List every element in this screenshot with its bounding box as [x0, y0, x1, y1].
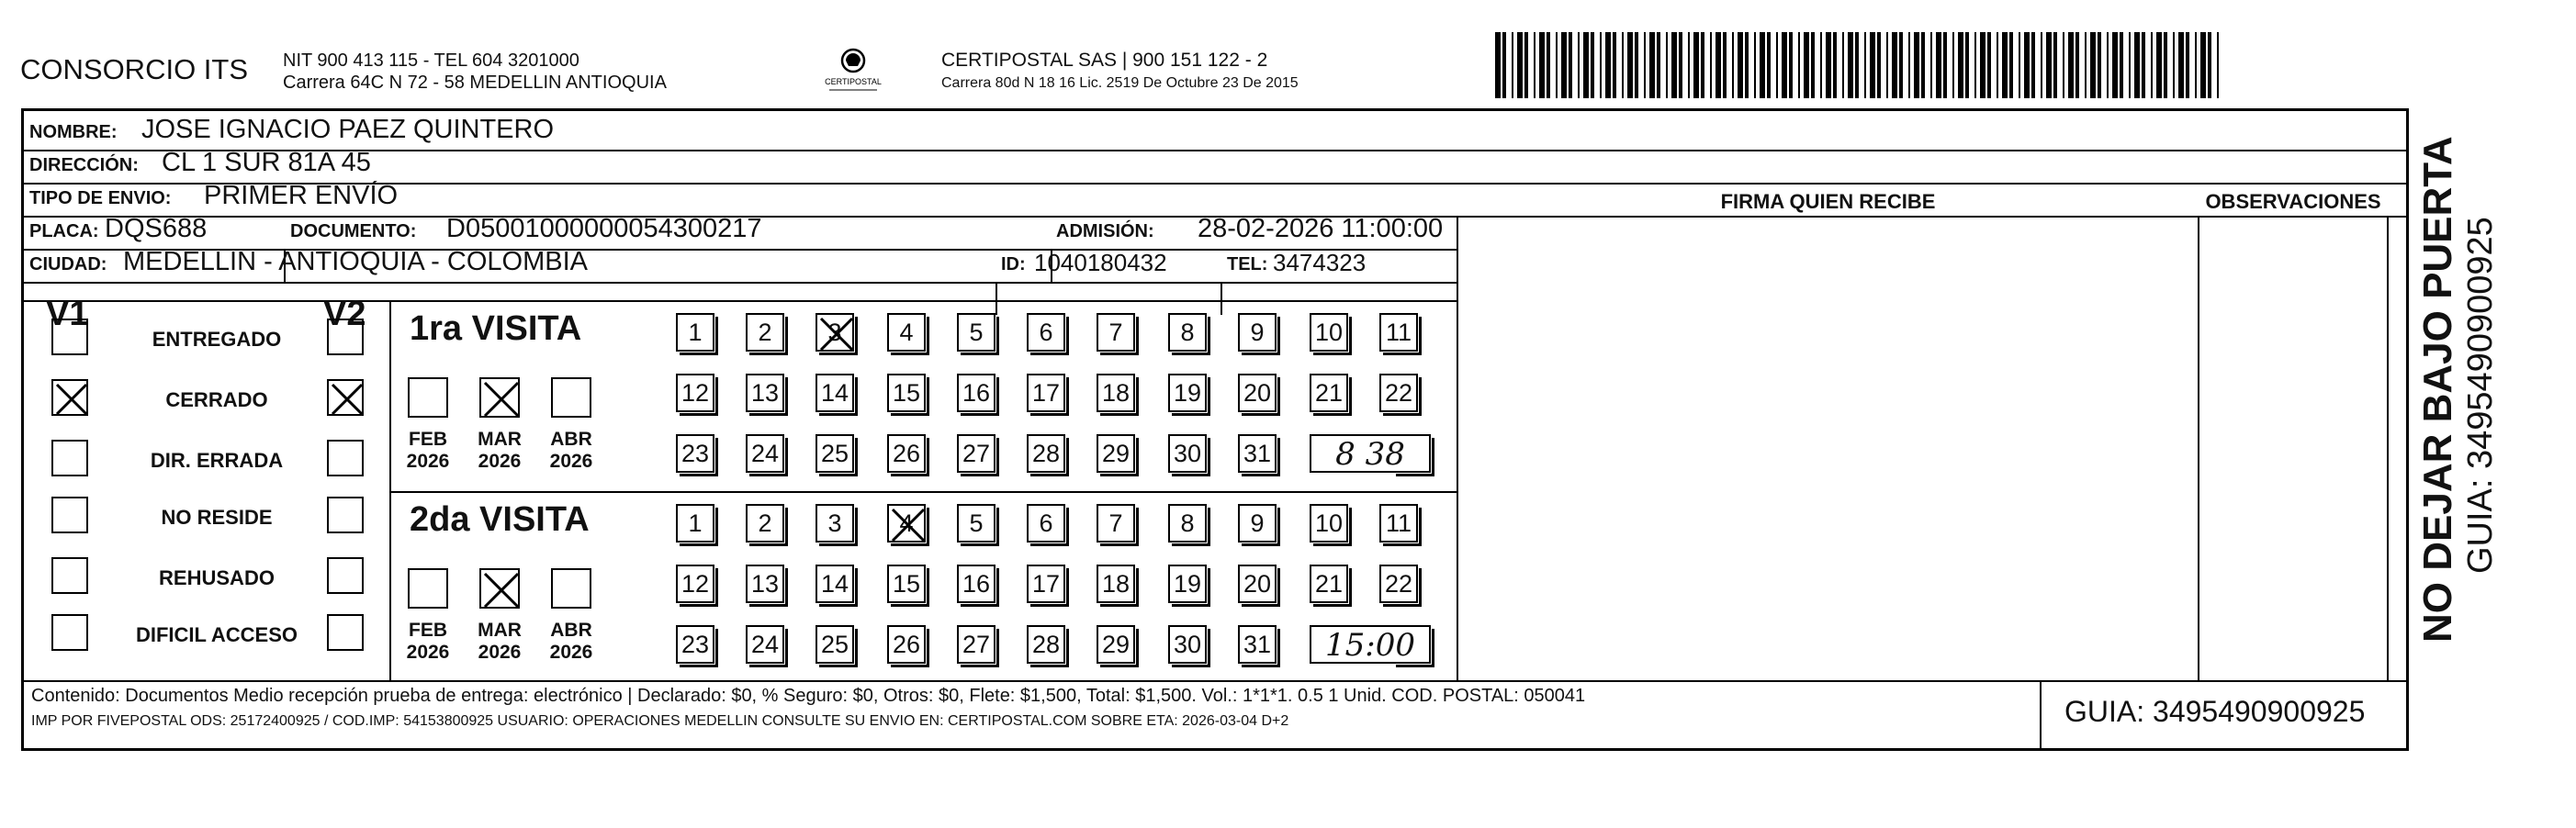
v1-header: V1: [46, 295, 89, 333]
month-label: [402, 620, 454, 664]
ciudad-label: CIUDAD:: [29, 254, 107, 274]
day-box[interactable]: 3: [816, 504, 854, 543]
day-box[interactable]: 12: [676, 565, 714, 603]
day-box[interactable]: 2: [746, 504, 784, 543]
day-box[interactable]: 28: [1027, 434, 1065, 473]
day-box[interactable]: 11: [1379, 504, 1418, 543]
status-label: DIFICIL ACCESO: [135, 623, 298, 646]
month-name: ABR: [550, 620, 592, 641]
company-info: [283, 50, 667, 94]
month-year: 2026: [406, 642, 450, 663]
v2-checkbox[interactable]: [327, 557, 364, 594]
v2-checkbox[interactable]: [327, 497, 364, 533]
v2-checkbox[interactable]: [327, 614, 364, 651]
month-year: 2026: [406, 451, 450, 472]
day-box[interactable]: 25: [816, 625, 854, 664]
month-checkbox[interactable]: [551, 377, 591, 418]
day-box[interactable]: 26: [887, 434, 926, 473]
day-box[interactable]: 14: [816, 374, 854, 412]
day-box[interactable]: 22: [1379, 565, 1418, 603]
month-name: MAR: [478, 620, 522, 641]
day-box[interactable]: 13: [746, 565, 784, 603]
check-mark-icon: [889, 506, 928, 544]
day-box[interactable]: 19: [1168, 374, 1207, 412]
month-label: [474, 620, 525, 664]
side-warning: NO DEJAR BAJO PUERTA: [2415, 136, 2460, 643]
footer-print-info: IMP POR FIVEPOSTAL ODS: 25172400925 / COD.IMP: 54153800925 USUARIO: OPERACIONES MEDELLIN CONSULTE SU ENVIO EN: CERTIPOSTAL.COM SOBRE ETA: 2026-03-04 D+2: [31, 713, 1289, 729]
day-box[interactable]: 8: [1168, 313, 1207, 352]
day-box[interactable]: 23: [676, 434, 714, 473]
day-box[interactable]: 15: [887, 374, 926, 412]
id-value: 1040180432: [1034, 249, 1167, 276]
status-label: ENTREGADO: [152, 328, 282, 351]
status-label: CERRADO: [165, 388, 268, 411]
month-year: 2026: [478, 451, 522, 472]
v1-checkbox[interactable]: [51, 497, 88, 533]
nombre-label: NOMBRE:: [29, 122, 118, 142]
logo-text: CERTIPOSTAL: [825, 77, 882, 86]
day-box[interactable]: 29: [1097, 434, 1135, 473]
month-name: ABR: [550, 429, 592, 450]
tel-value: 3474323: [1273, 249, 1367, 276]
day-box[interactable]: 6: [1027, 504, 1065, 543]
id-label: ID:: [1001, 254, 1026, 274]
visit-title: 2da VISITA: [410, 500, 590, 539]
day-box[interactable]: 18: [1097, 374, 1135, 412]
company-address: Carrera 64C N 72 - 58 MEDELLIN ANTIOQUIA: [283, 73, 667, 93]
v2-checkbox[interactable]: [327, 440, 364, 476]
carrier-address: Carrera 80d N 18 16 Lic. 2519 De Octubre 23 De 2015: [941, 75, 1299, 91]
day-box[interactable]: 28: [1027, 625, 1065, 664]
month-year: 2026: [478, 642, 522, 663]
handwritten-time-text: 8 38: [1335, 436, 1405, 473]
day-box[interactable]: 30: [1168, 434, 1207, 473]
day-box[interactable]: 27: [957, 434, 996, 473]
barcode: [1495, 32, 2222, 98]
handwritten-time: [1310, 625, 1431, 664]
month-year: 2026: [549, 642, 593, 663]
footer-contents: Contenido: Documentos Medio recepción prueba de entrega: electrónico | Declarado: $0, % Seguro: $0, Otros: $0, Flete: $1,500, Total: $1,500. Vol.: 1*1*1. 0.5 1 Unid. COD. POSTAL: 050041: [31, 686, 1586, 706]
v1-checkbox[interactable]: [51, 440, 88, 476]
day-box[interactable]: 6: [1027, 313, 1065, 352]
firma-header: FIRMA QUIEN RECIBE: [1720, 190, 1936, 213]
carrier-line: CERTIPOSTAL SAS | 900 151 122 - 2: [941, 50, 1268, 71]
day-box[interactable]: 22: [1379, 374, 1418, 412]
day-box[interactable]: 5: [957, 313, 996, 352]
day-box[interactable]: 20: [1238, 374, 1277, 412]
check-mark-icon: [53, 381, 90, 418]
nombre-value: JOSE IGNACIO PAEZ QUINTERO: [141, 115, 555, 144]
day-box[interactable]: 10: [1310, 313, 1348, 352]
day-box[interactable]: 3: [816, 313, 854, 352]
day-box[interactable]: 20: [1238, 565, 1277, 603]
documento-value: D05001000000054300217: [446, 214, 762, 243]
month-checkbox[interactable]: [479, 377, 520, 418]
month-name: FEB: [409, 620, 447, 641]
day-box[interactable]: 31: [1238, 625, 1277, 664]
day-box[interactable]: 4: [887, 313, 926, 352]
tipo-envio-label: TIPO DE ENVIO:: [29, 188, 172, 208]
day-box[interactable]: 26: [887, 625, 926, 664]
observaciones-header: OBSERVACIONES: [2205, 190, 2381, 213]
day-box[interactable]: 15: [887, 565, 926, 603]
admision-label: ADMISIÓN:: [1056, 221, 1154, 241]
month-year: 2026: [549, 451, 593, 472]
day-box[interactable]: 23: [676, 625, 714, 664]
v1-checkbox[interactable]: [51, 614, 88, 651]
day-box[interactable]: 2: [746, 313, 784, 352]
placa-label: PLACA:: [29, 221, 99, 241]
day-box[interactable]: 21: [1310, 374, 1348, 412]
v1-checkbox[interactable]: [51, 379, 88, 416]
handwritten-time-text: 15:00: [1325, 627, 1415, 664]
day-box[interactable]: 16: [957, 374, 996, 412]
day-box[interactable]: 10: [1310, 504, 1348, 543]
day-box[interactable]: 5: [957, 504, 996, 543]
day-box[interactable]: 4: [887, 504, 926, 543]
direccion-value: CL 1 SUR 81A 45: [162, 148, 371, 177]
month-label: [474, 429, 525, 473]
tipo-envio-value: PRIMER ENVÍO: [204, 181, 399, 210]
company-name: CONSORCIO ITS: [20, 53, 249, 85]
carrier-logo: [824, 42, 883, 101]
check-mark-icon: [817, 315, 856, 353]
month-name: MAR: [478, 429, 522, 450]
month-checkbox[interactable]: [551, 568, 591, 609]
nit-line: NIT 900 413 115 - TEL 604 3201000: [283, 50, 579, 71]
day-box[interactable]: 8: [1168, 504, 1207, 543]
day-box[interactable]: 24: [746, 434, 784, 473]
day-box[interactable]: 19: [1168, 565, 1207, 603]
day-box[interactable]: 13: [746, 374, 784, 412]
direccion-label: DIRECCIÓN:: [29, 155, 139, 175]
day-box[interactable]: 27: [957, 625, 996, 664]
day-box[interactable]: 21: [1310, 565, 1348, 603]
month-label: [546, 429, 597, 473]
status-label: DIR. ERRADA: [150, 449, 284, 472]
day-box[interactable]: 12: [676, 374, 714, 412]
day-box[interactable]: 18: [1097, 565, 1135, 603]
tel-label: TEL:: [1227, 254, 1268, 274]
day-box[interactable]: 17: [1027, 565, 1065, 603]
ciudad-value: MEDELLIN - ANTIOQUIA - COLOMBIA: [123, 247, 588, 276]
carrier-info: [941, 50, 1299, 92]
day-box[interactable]: 7: [1097, 313, 1135, 352]
status-label: REHUSADO: [159, 566, 275, 589]
side-guia: GUIA: 3495490900925: [2461, 217, 2500, 574]
month-name: FEB: [409, 429, 447, 450]
day-box[interactable]: 30: [1168, 625, 1207, 664]
day-box[interactable]: 1: [676, 313, 714, 352]
month-label: [546, 620, 597, 664]
visit-title: 1ra VISITA: [410, 309, 582, 348]
day-box[interactable]: 29: [1097, 625, 1135, 664]
v2-header: V2: [323, 295, 366, 333]
day-box[interactable]: 17: [1027, 374, 1065, 412]
documento-label: DOCUMENTO:: [290, 221, 417, 241]
check-mark-icon: [481, 379, 522, 420]
day-box[interactable]: 1: [676, 504, 714, 543]
day-box[interactable]: 11: [1379, 313, 1418, 352]
guia-number: GUIA: 3495490900925: [2064, 695, 2366, 728]
placa-value: DQS688: [105, 214, 208, 243]
month-checkbox[interactable]: [408, 377, 448, 418]
v1-checkbox[interactable]: [51, 319, 88, 355]
day-box[interactable]: 14: [816, 565, 854, 603]
month-checkbox[interactable]: [408, 568, 448, 609]
v2-checkbox[interactable]: [327, 379, 364, 416]
day-box[interactable]: 7: [1097, 504, 1135, 543]
check-mark-icon: [329, 381, 366, 418]
month-checkbox[interactable]: [479, 568, 520, 609]
status-label: NO RESIDE: [161, 506, 273, 529]
day-box[interactable]: 25: [816, 434, 854, 473]
day-box[interactable]: 9: [1238, 504, 1277, 543]
check-mark-icon: [481, 570, 522, 610]
day-box[interactable]: 24: [746, 625, 784, 664]
v2-checkbox[interactable]: [327, 319, 364, 355]
v1-checkbox[interactable]: [51, 557, 88, 594]
day-box[interactable]: 31: [1238, 434, 1277, 473]
day-box[interactable]: 9: [1238, 313, 1277, 352]
day-box[interactable]: 16: [957, 565, 996, 603]
admision-value: 28-02-2026 11:00:00: [1198, 214, 1444, 243]
month-label: [402, 429, 454, 473]
handwritten-time: [1310, 434, 1431, 473]
delivery-card: [21, 108, 2409, 751]
